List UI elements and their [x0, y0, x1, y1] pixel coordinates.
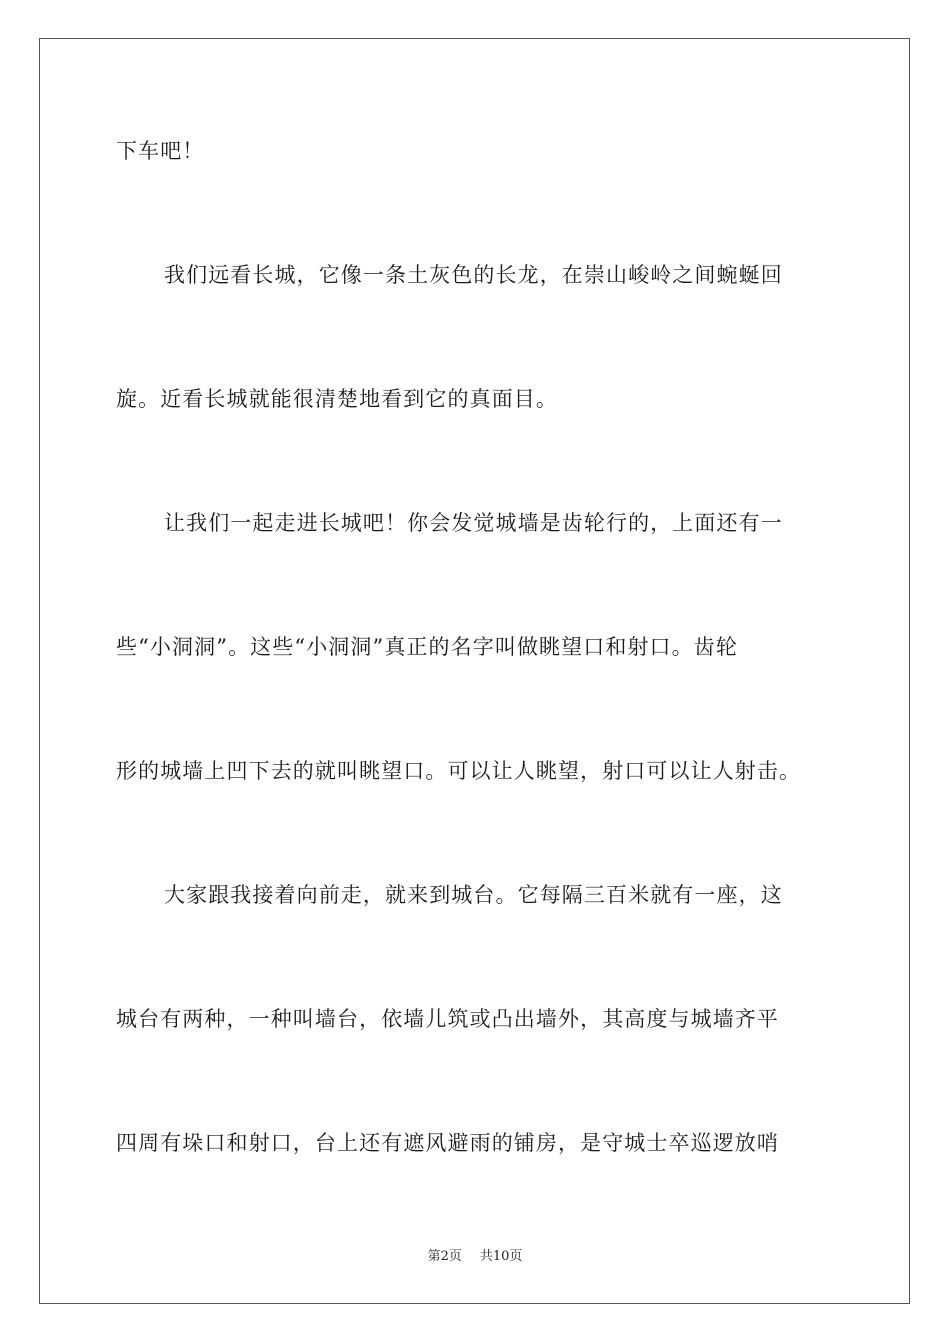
paragraph-start-3: 大家跟我接着向前走，就来到城台。它每隔三百米就有一座，这	[164, 883, 783, 907]
text-line-8: 城台有两种，一种叫墙台，依墙儿筑或凸出墙外，其高度与城墙齐平	[116, 1007, 779, 1031]
paragraph-start-2: 让我们一起走进长城吧！你会发觉城墙是齿轮行的，上面还有一	[164, 511, 783, 535]
page-total: 共10页	[479, 1249, 523, 1264]
page-number: 第2页	[427, 1249, 462, 1264]
page-footer	[0, 1248, 950, 1266]
text-line-5: 些“小洞洞”。这些“小洞洞”真正的名字叫做眺望口和射口。齿轮	[116, 635, 738, 659]
page-border	[39, 38, 910, 1304]
text-line-6: 形的城墙上凹下去的就叫眺望口。可以让人眺望，射口可以让人射击。	[116, 759, 802, 783]
text-line-9: 四周有垛口和射口，台上还有遮风避雨的铺房，是守城士卒巡逻放哨	[116, 1131, 779, 1155]
paragraph-start-1: 我们远看长城，它像一条土灰色的长龙，在崇山峻岭之间蜿蜒回	[164, 263, 783, 287]
text-line-1: 下车吧！	[116, 139, 205, 163]
text-line-3: 旋。近看长城就能很清楚地看到它的真面目。	[116, 387, 558, 411]
